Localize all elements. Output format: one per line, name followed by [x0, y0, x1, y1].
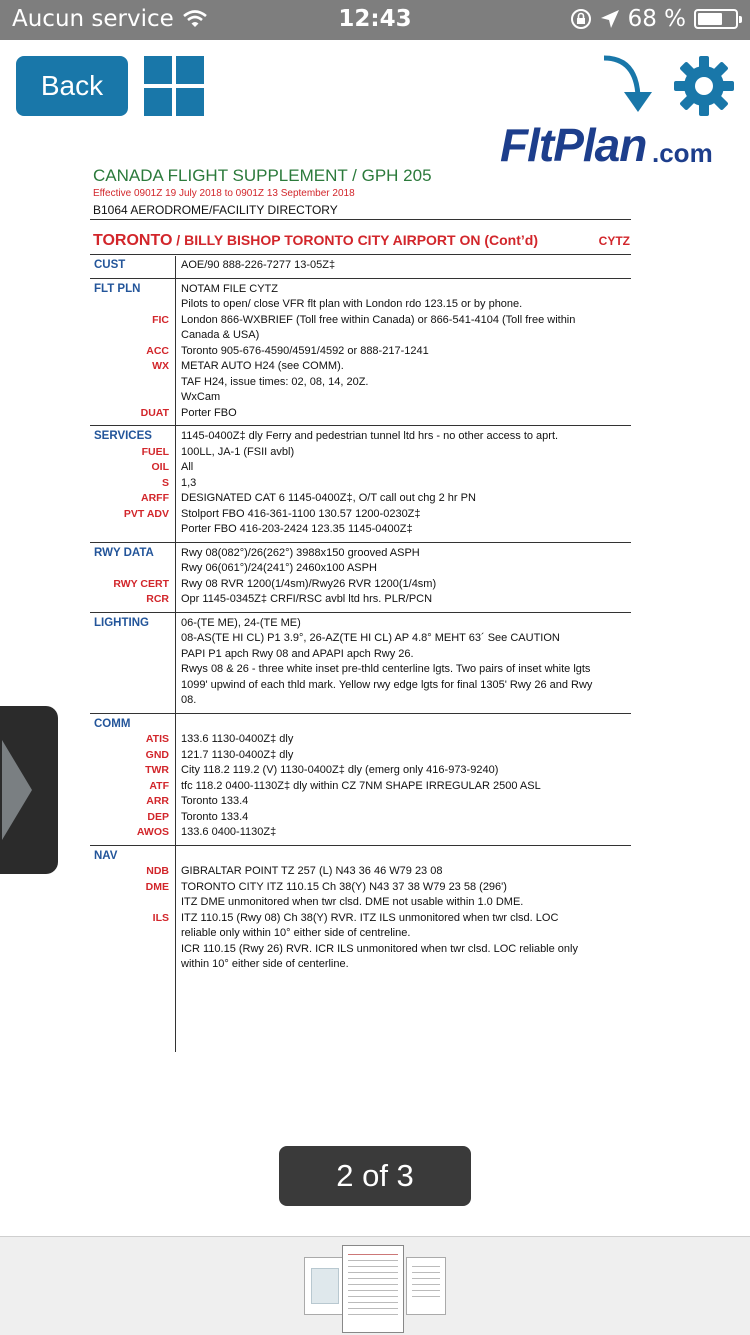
- entry-line: 133.6 1130-0400Z‡ dly: [181, 733, 294, 745]
- entry-line: 121.7 1130-0400Z‡ dly: [181, 748, 294, 761]
- logo-suffix: .com: [652, 138, 713, 168]
- entry-line: TAF H24, issue times: 02, 08, 14, 20Z.: [181, 375, 369, 388]
- entry-line: ICR 110.15 (Rwy 26) RVR. ICR ILS unmonitored when twr clsd. LOC reliable only: [181, 942, 578, 955]
- section-divider: [90, 845, 631, 846]
- entry-line: TORONTO CITY ITZ 110.15 Ch 38(Y) N43 37 38 W79 23 58 (296'): [181, 880, 507, 893]
- entry-line: Rwys 08 & 26 - three white inset pre-thld centerline lgts. Two pairs of inset white lgts: [181, 663, 591, 675]
- entry-text: [181, 445, 631, 461]
- rotation-lock-icon: [570, 8, 592, 30]
- location-arrow-icon: [600, 9, 620, 29]
- entry-text: [181, 406, 631, 422]
- grid-view-icon[interactable]: [144, 56, 204, 116]
- entry-line: City 118.2 119.2 (V) 1130-0400Z‡ dly (emerg only 416-973-9240): [181, 764, 499, 776]
- entry-line: 08-AS(TE HI CL) P1 3.9°, 26-AZ(TE HI CL) AP 4.8° MEHT 63´ See CAUTION: [181, 632, 560, 644]
- entry-line: Toronto 133.4: [181, 795, 249, 807]
- entry-line: PAPI P1 apch Rwy 08 and APAPI apch Rwy 26.: [181, 647, 414, 660]
- thumbnail-bar: [0, 1236, 750, 1335]
- section-label: LIGHTING: [94, 616, 149, 629]
- entry-line: tfc 118.2 0400-1130Z‡ dly within CZ 7NM SHAPE IRREGULAR 2500 ASL: [181, 779, 541, 792]
- status-icons: [570, 6, 738, 32]
- entry-text: [181, 359, 631, 406]
- subsection-label: OIL: [151, 461, 169, 473]
- entry-text: [181, 258, 631, 274]
- chevron-right-icon: [0, 740, 38, 840]
- subsection-label: ILS: [152, 911, 169, 924]
- entry-line: AOE/90 888-226-7277 13-05Z‡: [181, 259, 336, 271]
- subsection-label: RWY CERT: [113, 577, 169, 590]
- airport-full-name: / BILLY BISHOP TORONTO CITY AIRPORT ON (Cont’d): [172, 232, 539, 248]
- entry-text: [181, 313, 631, 344]
- subsection-label: DUAT: [140, 406, 169, 419]
- entry-line: London 866-WXBRIEF (Toll free within Canada) or 866-541-4104 (Toll free within: [181, 313, 576, 326]
- page-thumbnail-3[interactable]: [406, 1257, 446, 1315]
- page-thumbnail-2[interactable]: [342, 1245, 404, 1333]
- entry-line: METAR AUTO H24 (see COMM).: [181, 360, 344, 372]
- entry-line: All: [181, 461, 194, 473]
- subsection-label: DME: [145, 880, 169, 893]
- clock: 12:43: [338, 6, 412, 32]
- subsection-label: AWOS: [136, 826, 169, 838]
- section-divider: [90, 612, 631, 613]
- entry-line: 1099' upwind of each thld mark. Yellow rwy edge lgts for final 1305' Rwy 26 and Rwy: [181, 678, 593, 691]
- subsection-label: NDB: [146, 865, 169, 877]
- subsection-label: ACC: [146, 344, 169, 357]
- subsection-label: GND: [145, 748, 169, 761]
- section-divider: [90, 542, 631, 543]
- airport-name: [93, 232, 538, 250]
- subsection-label: RCR: [146, 593, 169, 605]
- entry-line: Toronto 133.4: [181, 810, 249, 823]
- entry-line: Porter FBO 416-203-2424 123.35 1145-0400Z‡: [181, 523, 413, 535]
- entry-line: 1,3: [181, 476, 197, 489]
- download-arrow-icon[interactable]: [600, 52, 660, 116]
- subsection-label: ATF: [149, 779, 169, 792]
- airport-city: TORONTO: [93, 232, 173, 249]
- subsection-label: S: [161, 476, 169, 489]
- previous-page-tab[interactable]: [0, 706, 58, 874]
- entry-line: DESIGNATED CAT 6 1145-0400Z‡, O/T call out chg 2 hr PN: [181, 492, 476, 504]
- subsection-label: TWR: [145, 764, 169, 776]
- carrier-label: Aucun service: [12, 6, 174, 32]
- fltplan-logo: [500, 120, 730, 168]
- status-bar: [0, 0, 750, 40]
- entry-text: [181, 476, 631, 492]
- entry-line: ITZ DME unmonitored when twr clsd. DME not usable within 1.0 DME.: [181, 896, 524, 908]
- entry-text: [181, 344, 631, 360]
- entry-line: GIBRALTAR POINT TZ 257 (L) N43 36 46 W79 23 08: [181, 865, 443, 877]
- entry-text: [181, 507, 631, 538]
- page-indicator: 2 of 3: [279, 1146, 471, 1206]
- battery-icon: [694, 9, 738, 29]
- entry-text: [181, 491, 631, 507]
- section-divider: [90, 713, 631, 714]
- subsection-label: DEP: [147, 810, 169, 823]
- page-thumbnail-1[interactable]: [304, 1257, 346, 1315]
- entry-text: [181, 810, 631, 826]
- entry-text: [181, 911, 631, 973]
- section-label: NAV: [94, 849, 118, 862]
- entry-line: WxCam: [181, 391, 221, 403]
- entry-line: 1145-0400Z‡ dly Ferry and pedestrian tunnel ltd hrs - no other access to aprt.: [181, 430, 559, 442]
- entry-line: ITZ 110.15 (Rwy 08) Ch 38(Y) RVR. ITZ ILS unmonitored when twr clsd. LOC: [181, 911, 559, 924]
- entry-text: [181, 825, 631, 841]
- entry-line: Rwy 06(061°)/24(241°) 2460x100 ASPH: [181, 562, 377, 574]
- section-divider: [90, 278, 631, 279]
- entry-line: 100LL, JA-1 (FSII avbl): [181, 445, 295, 458]
- entry-text: [181, 577, 631, 593]
- entry-line: Pilots to open/ close VFR flt plan with London rdo 123.15 or by phone.: [181, 298, 523, 310]
- entry-text: [181, 763, 631, 779]
- entry-text: [181, 546, 631, 577]
- column-divider: [175, 256, 176, 1052]
- entry-line: 133.6 0400-1130Z‡: [181, 826, 277, 838]
- subsection-label: PVT ADV: [123, 507, 169, 520]
- document-title: CANADA FLIGHT SUPPLEMENT / GPH 205: [93, 166, 432, 185]
- entry-text: [181, 748, 631, 764]
- entry-line: Stolport FBO 416-361-1100 130.57 1200-0230Z‡: [181, 507, 421, 520]
- section-divider: [90, 254, 631, 255]
- entry-line: Porter FBO: [181, 406, 237, 419]
- entry-text: [181, 460, 631, 476]
- entry-line: 06-(TE ME), 24-(TE ME): [181, 616, 301, 629]
- subsection-label: ARFF: [141, 492, 169, 504]
- entry-line: NOTAM FILE CYTZ: [181, 282, 278, 295]
- entry-line: 08.: [181, 694, 197, 706]
- section-divider: [90, 425, 631, 426]
- entry-text: [181, 880, 631, 911]
- entry-line: Rwy 08(082°)/26(262°) 3988x150 grooved ASPH: [181, 546, 420, 559]
- logo-main: FltPlan: [500, 120, 647, 168]
- subsection-label: WX: [152, 360, 169, 372]
- section-label: COMM: [94, 717, 131, 730]
- battery-percent: 68 %: [627, 6, 686, 32]
- entry-text: [181, 732, 631, 748]
- back-button[interactable]: Back: [16, 56, 128, 116]
- entry-line: Canada & USA): [181, 329, 260, 341]
- settings-gear-icon[interactable]: [672, 54, 736, 118]
- subsection-label: ATIS: [145, 733, 169, 745]
- entry-text: [181, 616, 631, 709]
- divider: [90, 219, 631, 220]
- section-label: CUST: [94, 259, 126, 271]
- effective-dates: Effective 0901Z 19 July 2018 to 0901Z 13 September 2018: [93, 188, 355, 199]
- entry-text: [181, 282, 631, 313]
- entry-text: [181, 779, 631, 795]
- section-label: RWY DATA: [94, 546, 154, 559]
- entry-text: [181, 864, 631, 880]
- section-label: SERVICES: [94, 430, 152, 442]
- section-label: FLT PLN: [94, 282, 141, 295]
- directory-heading: B1064 AERODROME/FACILITY DIRECTORY: [93, 203, 338, 217]
- entry-line: Opr 1145-0345Z‡ CRFI/RSC avbl ltd hrs. PLR/PCN: [181, 593, 433, 605]
- airport-code: CYTZ: [598, 234, 630, 248]
- entry-text: [181, 794, 631, 810]
- subsection-label: ARR: [146, 795, 169, 807]
- entry-line: reliable only within 10° either side of centreline.: [181, 927, 411, 939]
- entry-line: Rwy 08 RVR 1200(1/4sm)/Rwy26 RVR 1200(1/4sm): [181, 577, 437, 590]
- entry-line: Toronto 905-676-4590/4591/4592 or 888-217-1241: [181, 344, 429, 357]
- entry-text: [181, 429, 631, 445]
- subsection-label: FIC: [152, 313, 169, 326]
- subsection-label: FUEL: [141, 445, 169, 458]
- entry-text: [181, 592, 631, 608]
- entry-line: within 10° either side of centerline.: [181, 958, 349, 970]
